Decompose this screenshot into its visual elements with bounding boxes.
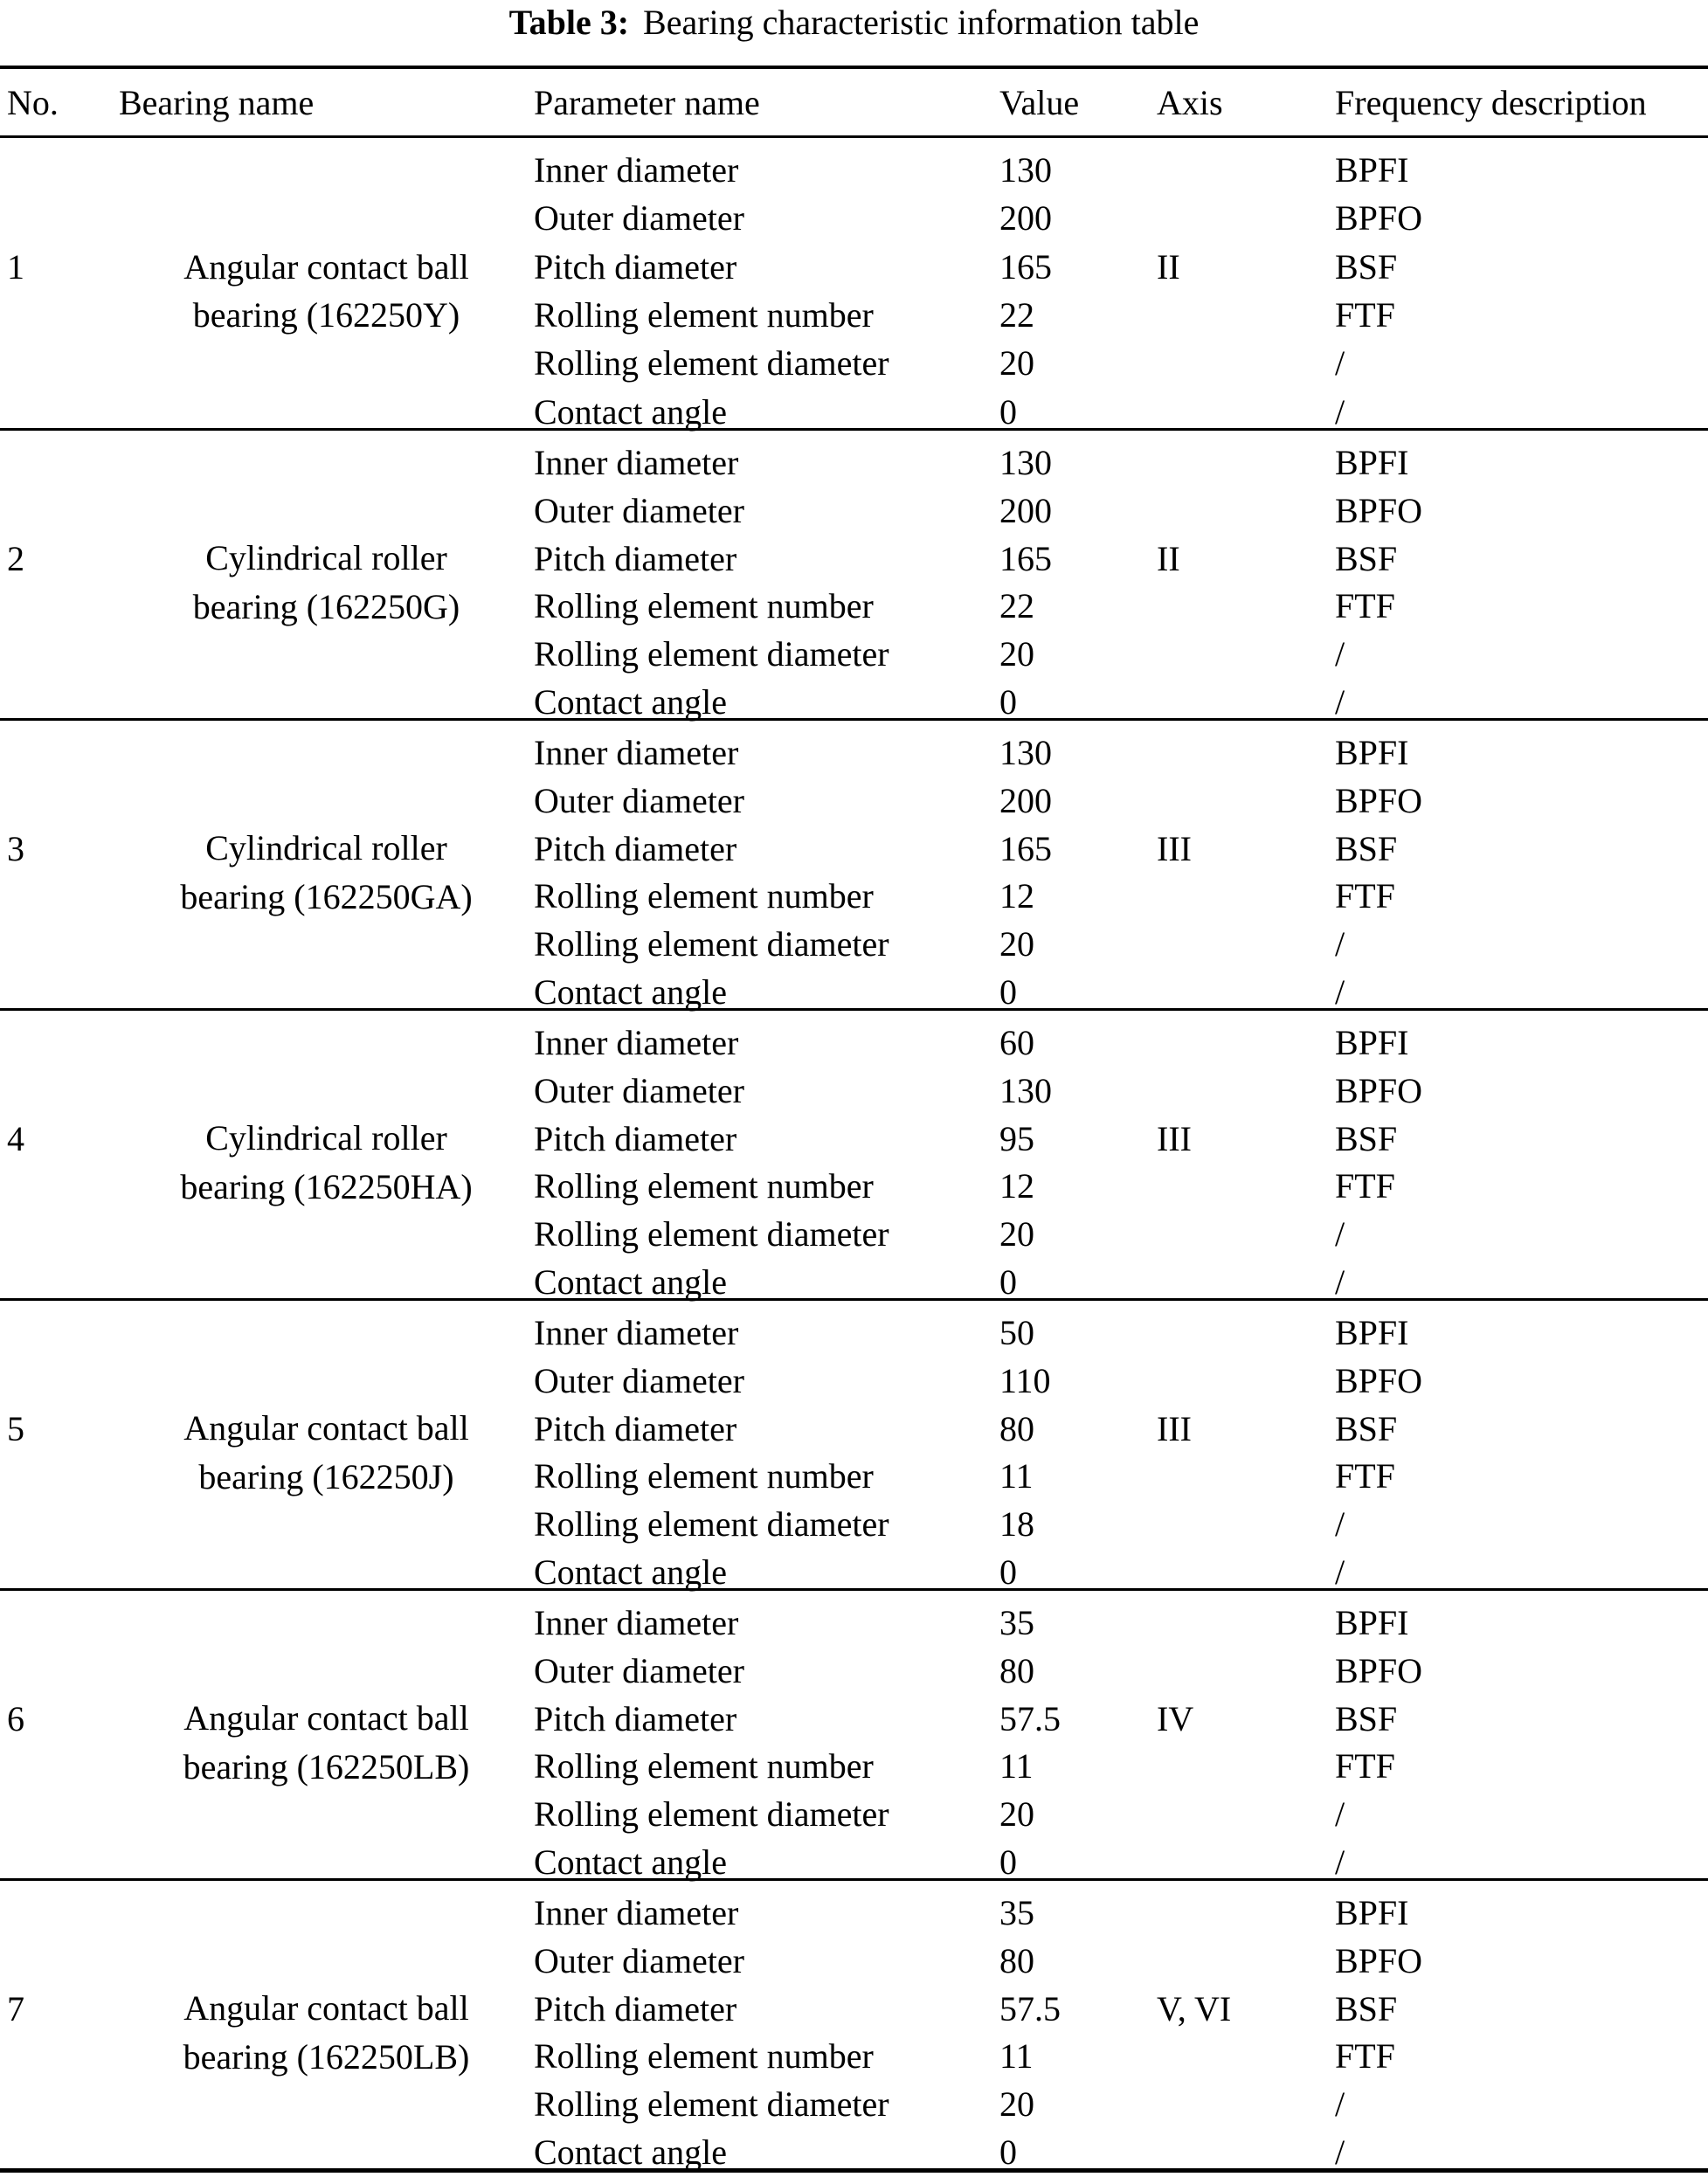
parameter-value: 130 (999, 732, 1052, 772)
frequency-description: / (1335, 1214, 1345, 1254)
parameter-value: 130 (999, 442, 1052, 482)
bearing-name-line-1: Angular contact ball (183, 1698, 469, 1738)
bearing-name-line-2: bearing (162250HA) (180, 1166, 473, 1206)
parameter-name: Rolling element diameter (534, 1794, 889, 1835)
frequency-description: / (1335, 1842, 1345, 1883)
parameter-name: Rolling element diameter (534, 634, 889, 674)
bearing-name (119, 243, 534, 340)
table-caption-label: Table 3: (508, 3, 630, 42)
bearing-name-line-2: bearing (162250J) (198, 1456, 454, 1496)
frequency-description: BPFI (1335, 1312, 1409, 1352)
parameter-name: Outer diameter (534, 780, 744, 820)
frequency-description: / (1335, 2084, 1345, 2125)
parameter-name: Rolling element number (534, 586, 874, 626)
frequency-description: FTF (1335, 1456, 1395, 1496)
parameter-value: 200 (999, 198, 1052, 238)
frequency-description: BSF (1335, 828, 1398, 868)
parameter-value: 0 (999, 391, 1017, 432)
parameter-name: Outer diameter (534, 198, 744, 238)
column-header-parameter-name: Parameter name (534, 82, 760, 122)
frequency-description: BPFO (1335, 198, 1423, 238)
table-caption (0, 0, 1708, 66)
table-header-row (0, 69, 1708, 138)
bearing-no: 6 (7, 1698, 24, 1738)
parameter-name: Inner diameter (534, 1892, 739, 1932)
frequency-description: BPFO (1335, 1360, 1423, 1400)
bearing-name-line-1: Angular contact ball (183, 246, 469, 287)
parameter-value: 20 (999, 2084, 1034, 2125)
frequency-description: BPFI (1335, 442, 1409, 482)
parameter-name: Pitch diameter (534, 1408, 737, 1448)
frequency-description: / (1335, 634, 1345, 674)
bearing-no: 5 (7, 1408, 24, 1448)
parameter-name: Pitch diameter (534, 1698, 737, 1738)
column-header-axis: Axis (1157, 82, 1223, 122)
parameter-value: 200 (999, 490, 1052, 530)
bearing-block (0, 428, 1708, 722)
parameter-name: Outer diameter (534, 490, 744, 530)
frequency-description: / (1335, 972, 1345, 1012)
parameter-name: Inner diameter (534, 150, 739, 190)
bearing-name-line-1: Angular contact ball (183, 1988, 469, 2028)
bearing-axis: III (1157, 1408, 1192, 1448)
parameter-name: Inner diameter (534, 732, 739, 772)
parameter-name: Contact angle (534, 391, 728, 432)
parameter-value: 35 (999, 1602, 1034, 1642)
parameter-name: Rolling element diameter (534, 1214, 889, 1254)
parameter-name: Rolling element number (534, 876, 874, 916)
parameter-value: 22 (999, 586, 1034, 626)
bearing-no: 3 (7, 828, 24, 868)
parameter-value: 20 (999, 1794, 1034, 1835)
parameter-name: Inner diameter (534, 1022, 739, 1062)
parameter-value: 130 (999, 1070, 1052, 1110)
parameter-name: Pitch diameter (534, 246, 737, 287)
parameter-value: 0 (999, 682, 1017, 722)
parameter-value: 80 (999, 1408, 1034, 1448)
frequency-description: BPFO (1335, 1940, 1423, 1980)
bearing-name-line-2: bearing (162250G) (192, 586, 460, 626)
frequency-description: / (1335, 1504, 1345, 1545)
parameter-value: 0 (999, 1262, 1017, 1303)
frequency-description: FTF (1335, 1746, 1395, 1787)
frequency-description: / (1335, 1262, 1345, 1303)
frequency-description: BPFO (1335, 490, 1423, 530)
frequency-description: FTF (1335, 2036, 1395, 2077)
frequency-description: / (1335, 682, 1345, 722)
frequency-description: / (1335, 2132, 1345, 2173)
frequency-description: BSF (1335, 1698, 1398, 1738)
bearing-name-line-1: Cylindrical roller (205, 1118, 447, 1158)
column-header-no: No. (7, 82, 59, 122)
frequency-description: BSF (1335, 1118, 1398, 1158)
bearing-name-line-2: bearing (162250GA) (180, 876, 473, 916)
bearing-block (0, 1008, 1708, 1303)
parameter-name: Outer diameter (534, 1940, 744, 1980)
parameter-value: 200 (999, 780, 1052, 820)
frequency-description: BPFI (1335, 732, 1409, 772)
frequency-description: / (1335, 343, 1345, 384)
frequency-description: BSF (1335, 1408, 1398, 1448)
frequency-description: BPFO (1335, 1070, 1423, 1110)
parameter-name: Contact angle (534, 1842, 728, 1883)
parameter-name: Contact angle (534, 2132, 728, 2173)
frequency-description: FTF (1335, 876, 1395, 916)
frequency-description: BSF (1335, 1988, 1398, 2028)
parameter-name: Contact angle (534, 1262, 728, 1303)
parameter-name: Rolling element number (534, 2036, 874, 2077)
table-body (0, 138, 1708, 2173)
parameter-name: Inner diameter (534, 1312, 739, 1352)
bearing-axis: III (1157, 1118, 1192, 1158)
bearing-no: 2 (7, 538, 24, 578)
table-caption-title: Bearing characteristic information table (643, 3, 1200, 42)
frequency-description: BSF (1335, 538, 1398, 578)
frequency-description: BPFO (1335, 1650, 1423, 1690)
parameter-value: 11 (999, 1746, 1034, 1787)
parameter-name: Outer diameter (534, 1650, 744, 1690)
bearing-name-line-1: Cylindrical roller (205, 538, 447, 578)
bearing-name (119, 1695, 534, 1791)
bearing-axis: V, VI (1157, 1988, 1232, 2028)
frequency-description: BPFI (1335, 1022, 1409, 1062)
parameter-name: Rolling element number (534, 295, 874, 335)
frequency-description: BPFI (1335, 150, 1409, 190)
column-header-value: Value (999, 82, 1080, 122)
bearing-name (119, 535, 534, 631)
bearing-block (0, 1298, 1708, 1593)
bearing-no: 7 (7, 1988, 24, 2028)
parameter-value: 20 (999, 1214, 1034, 1254)
frequency-description: BPFO (1335, 780, 1423, 820)
parameter-name: Outer diameter (534, 1360, 744, 1400)
parameter-value: 57.5 (999, 1698, 1061, 1738)
bearing-characteristic-table (0, 66, 1708, 2173)
parameter-name: Rolling element diameter (534, 924, 889, 964)
frequency-description: / (1335, 924, 1345, 964)
bearing-name (119, 825, 534, 921)
parameter-name: Rolling element number (534, 1456, 874, 1496)
parameter-name: Rolling element number (534, 1746, 874, 1787)
parameter-name: Outer diameter (534, 1070, 744, 1110)
parameter-name: Rolling element diameter (534, 1504, 889, 1545)
column-header-frequency-description: Frequency description (1335, 82, 1647, 122)
parameter-value: 0 (999, 1552, 1017, 1593)
frequency-description: FTF (1335, 586, 1395, 626)
parameter-value: 95 (999, 1118, 1034, 1158)
parameter-name: Pitch diameter (534, 1118, 737, 1158)
bearing-name-line-1: Angular contact ball (183, 1408, 469, 1448)
parameter-name: Pitch diameter (534, 538, 737, 578)
parameter-value: 60 (999, 1022, 1034, 1062)
parameter-value: 18 (999, 1504, 1034, 1545)
parameter-name: Contact angle (534, 1552, 728, 1593)
parameter-name: Rolling element diameter (534, 343, 889, 384)
parameter-value: 20 (999, 634, 1034, 674)
parameter-value: 0 (999, 1842, 1017, 1883)
bearing-block (0, 138, 1708, 432)
parameter-name: Rolling element number (534, 1166, 874, 1206)
frequency-description: BPFI (1335, 1892, 1409, 1932)
bearing-name-line-2: bearing (162250LB) (183, 1746, 470, 1787)
bearing-block (0, 718, 1708, 1012)
bearing-axis: III (1157, 828, 1192, 868)
frequency-description: / (1335, 1794, 1345, 1835)
parameter-value: 110 (999, 1360, 1051, 1400)
bearing-no: 1 (7, 246, 24, 287)
parameter-name: Contact angle (534, 972, 728, 1012)
parameter-name: Pitch diameter (534, 828, 737, 868)
parameter-name: Pitch diameter (534, 1988, 737, 2028)
frequency-description: BSF (1335, 246, 1398, 287)
column-header-bearing-name: Bearing name (119, 82, 315, 122)
frequency-description: FTF (1335, 1166, 1395, 1206)
bearing-name (119, 1405, 534, 1501)
parameter-value: 57.5 (999, 1988, 1061, 2028)
frequency-description: / (1335, 391, 1345, 432)
parameter-value: 80 (999, 1650, 1034, 1690)
parameter-value: 20 (999, 924, 1034, 964)
bearing-name-line-1: Cylindrical roller (205, 828, 447, 868)
bearing-name (119, 1115, 534, 1211)
frequency-description: / (1335, 1552, 1345, 1593)
bearing-name (119, 1985, 534, 2081)
parameter-value: 50 (999, 1312, 1034, 1352)
parameter-value: 80 (999, 1940, 1034, 1980)
parameter-value: 165 (999, 538, 1052, 578)
parameter-value: 35 (999, 1892, 1034, 1932)
parameter-value: 22 (999, 295, 1034, 335)
bearing-block (0, 1878, 1708, 2173)
parameter-value: 20 (999, 343, 1034, 384)
parameter-value: 12 (999, 1166, 1034, 1206)
parameter-value: 130 (999, 150, 1052, 190)
parameter-value: 11 (999, 1456, 1034, 1496)
parameter-value: 11 (999, 2036, 1034, 2077)
bearing-name-line-2: bearing (162250LB) (183, 2036, 470, 2077)
parameter-value: 0 (999, 2132, 1017, 2173)
bearing-axis: IV (1157, 1698, 1194, 1738)
parameter-name: Inner diameter (534, 1602, 739, 1642)
frequency-description: FTF (1335, 295, 1395, 335)
bearing-name-line-2: bearing (162250Y) (192, 294, 460, 335)
parameter-value: 0 (999, 972, 1017, 1012)
bearing-axis: II (1157, 538, 1180, 578)
bearing-block (0, 1588, 1708, 1883)
parameter-value: 165 (999, 246, 1052, 287)
parameter-name: Inner diameter (534, 442, 739, 482)
bearing-axis: II (1157, 246, 1180, 287)
frequency-description: BPFI (1335, 1602, 1409, 1642)
parameter-value: 12 (999, 876, 1034, 916)
parameter-name: Contact angle (534, 682, 728, 722)
bearing-no: 4 (7, 1118, 24, 1158)
parameter-value: 165 (999, 828, 1052, 868)
parameter-name: Rolling element diameter (534, 2084, 889, 2125)
